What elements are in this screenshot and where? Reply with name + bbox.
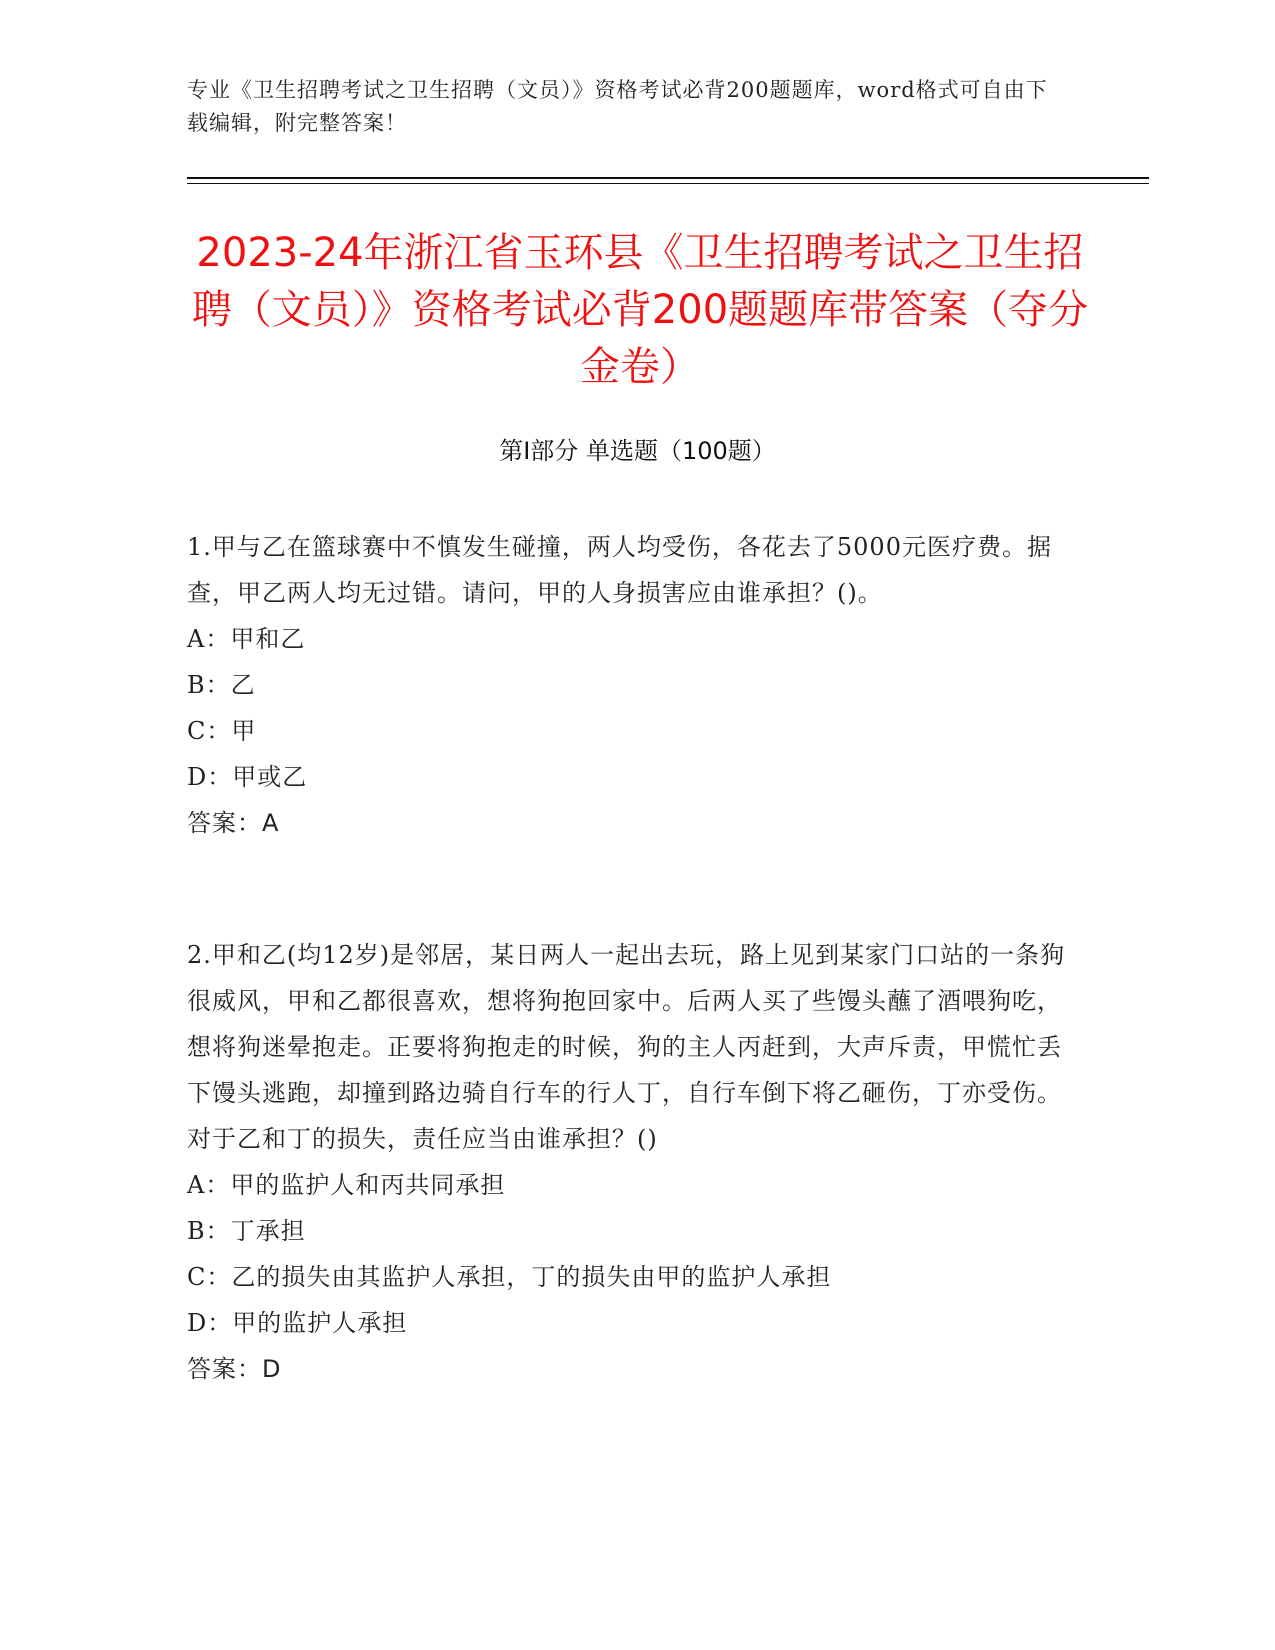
question-stem: 2.甲和乙(均12岁)是邻居，某日两人一起出去玩，路上见到某家门口站的一条狗很威风，甲和乙都很喜欢，想将狗抱回家中。后两人买了些馒头蘸了酒喂狗吃，想将狗迷晕抱走。正要将狗抱走的时候，狗的主人丙赶到，大声斥责，甲慌忙丢下馒头逃跑，却撞到路边骑自行车的行人丁，自行车倒下将乙砸伤，丁亦受伤。对于乙和丁的损失，责任应当由谁承担？() bbox=[187, 941, 1066, 1153]
question-stem: 1.甲与乙在篮球赛中不慎发生碰撞，两人均受伤，各花去了5000元医疗费。据查，甲乙两人均无过错。请问，甲的人身损害应由谁承担？()。 bbox=[187, 533, 1052, 607]
section-heading: 第Ⅰ部分 单选题（100题） bbox=[499, 437, 776, 465]
document-title: 2023-24年浙江省玉环县《卫生招聘考试之卫生招聘（文员）》资格考试必背200题题库带答案（夺分金卷） bbox=[191, 230, 1089, 390]
question-answer: 答案：D bbox=[187, 1355, 282, 1383]
option-d: D：甲的监护人承担 bbox=[187, 1309, 408, 1337]
option-c: C：乙的损失由其监护人承担，丁的损失由甲的监护人承担 bbox=[187, 1263, 832, 1291]
question-answer: 答案：A bbox=[187, 809, 280, 837]
header-note: 专业《卫生招聘考试之卫生招聘（文员）》资格考试必背200题题库，word格式可自由下载编辑，附完整答案！ bbox=[187, 78, 1048, 135]
question-1 bbox=[187, 524, 1067, 846]
header-rule-thick bbox=[187, 177, 1149, 179]
option-c: C：甲 bbox=[187, 717, 257, 745]
option-d: D：甲或乙 bbox=[187, 763, 308, 791]
question-2 bbox=[187, 932, 1067, 1392]
option-b: B：丁承担 bbox=[187, 1217, 306, 1245]
option-a: A：甲的监护人和丙共同承担 bbox=[187, 1171, 506, 1199]
option-a: A：甲和乙 bbox=[187, 625, 306, 653]
header-rule-thin bbox=[187, 183, 1149, 184]
option-b: B：乙 bbox=[187, 671, 256, 699]
